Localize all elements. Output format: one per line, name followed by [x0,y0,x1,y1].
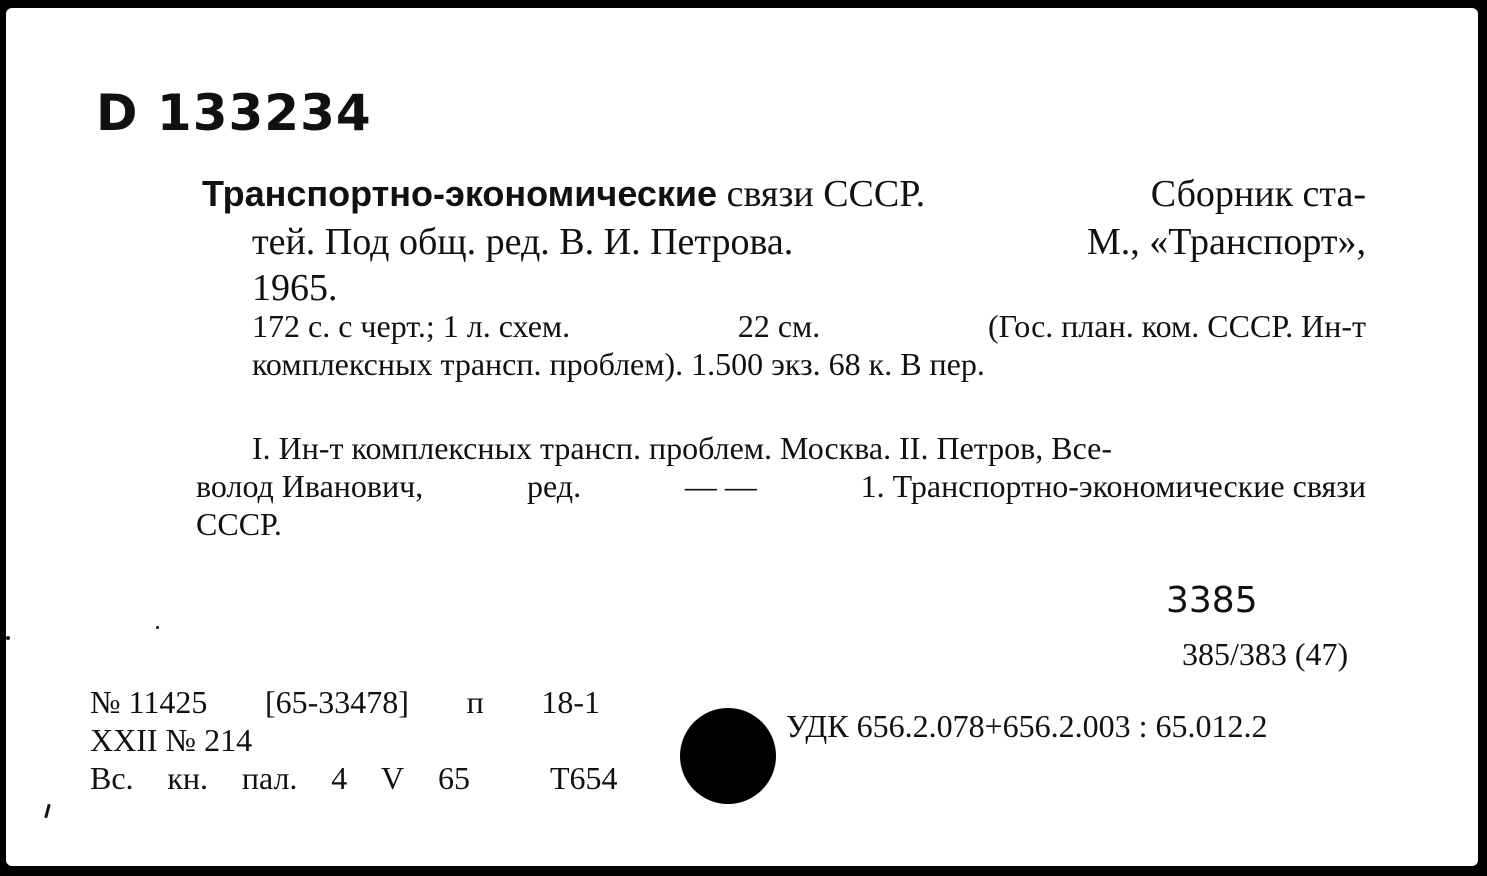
tracing-line-3: СССР. [196,506,282,542]
specks [44,804,51,818]
bottom-token: 65 [437,760,470,796]
record-code: [65-33478] [264,684,409,720]
classification-code: 385/383 (47) [1182,636,1349,672]
bottom-token: Вс. [90,760,134,796]
specks [6,636,10,640]
punch-hole [680,708,776,804]
bottom-line-2: XXII № 214 [90,722,253,758]
description-line-5: комплексных трансп. проблем). 1.500 экз. 68 к. В пер. [252,346,985,382]
description-line-4 [252,308,1366,345]
title-rest: связи СССР. [726,173,926,215]
publisher-text: М., «Транспорт», [1086,221,1366,263]
handwritten-number: 3385 [1166,580,1258,621]
record-letter: п [466,684,484,720]
record-batch: 18-1 [541,684,600,720]
bottom-code: Т654 [550,760,618,796]
description-line-2 [252,220,1366,264]
series-text: (Гос. план. ком. СССР. Ин-т [987,308,1366,344]
bottom-token: пал. [241,760,298,796]
tracing-line-1: I. Ин-т комплексных трансп. проблем. Москва. II. Петров, Все- [252,430,1113,466]
udc-code: УДК 656.2.078+656.2.003 : 65.012.2 [786,708,1268,744]
catalog-card [6,8,1478,866]
bottom-line-1 [90,684,600,721]
bottom-token: кн. [167,760,209,796]
description-line-1 [202,172,1366,216]
record-number: № 11425 [90,684,208,720]
tracing-role: ред. [527,468,582,504]
title-bold: Транспортно-экономические [202,173,718,214]
pages-text: 172 с. с черт.; 1 л. схем. [252,308,571,344]
tracing-dash: — — [684,468,757,504]
bottom-line-3 [90,760,470,797]
bottom-token: 4 [331,760,348,796]
bottom-token: V [381,760,405,796]
tracing-line-2 [196,468,1366,505]
tracing-name: волод Иванович, [196,468,424,504]
call-number: D 133234 [96,84,372,142]
editor-text: тей. Под общ. ред. В. И. Петрова. [252,221,794,263]
tracing-title: 1. Транспортно-экономические связи [860,468,1366,504]
year-text: 1965. [252,267,338,309]
specks [156,626,159,629]
title-right: Сборник ста- [1150,173,1366,215]
size-text: 22 см. [737,308,821,344]
